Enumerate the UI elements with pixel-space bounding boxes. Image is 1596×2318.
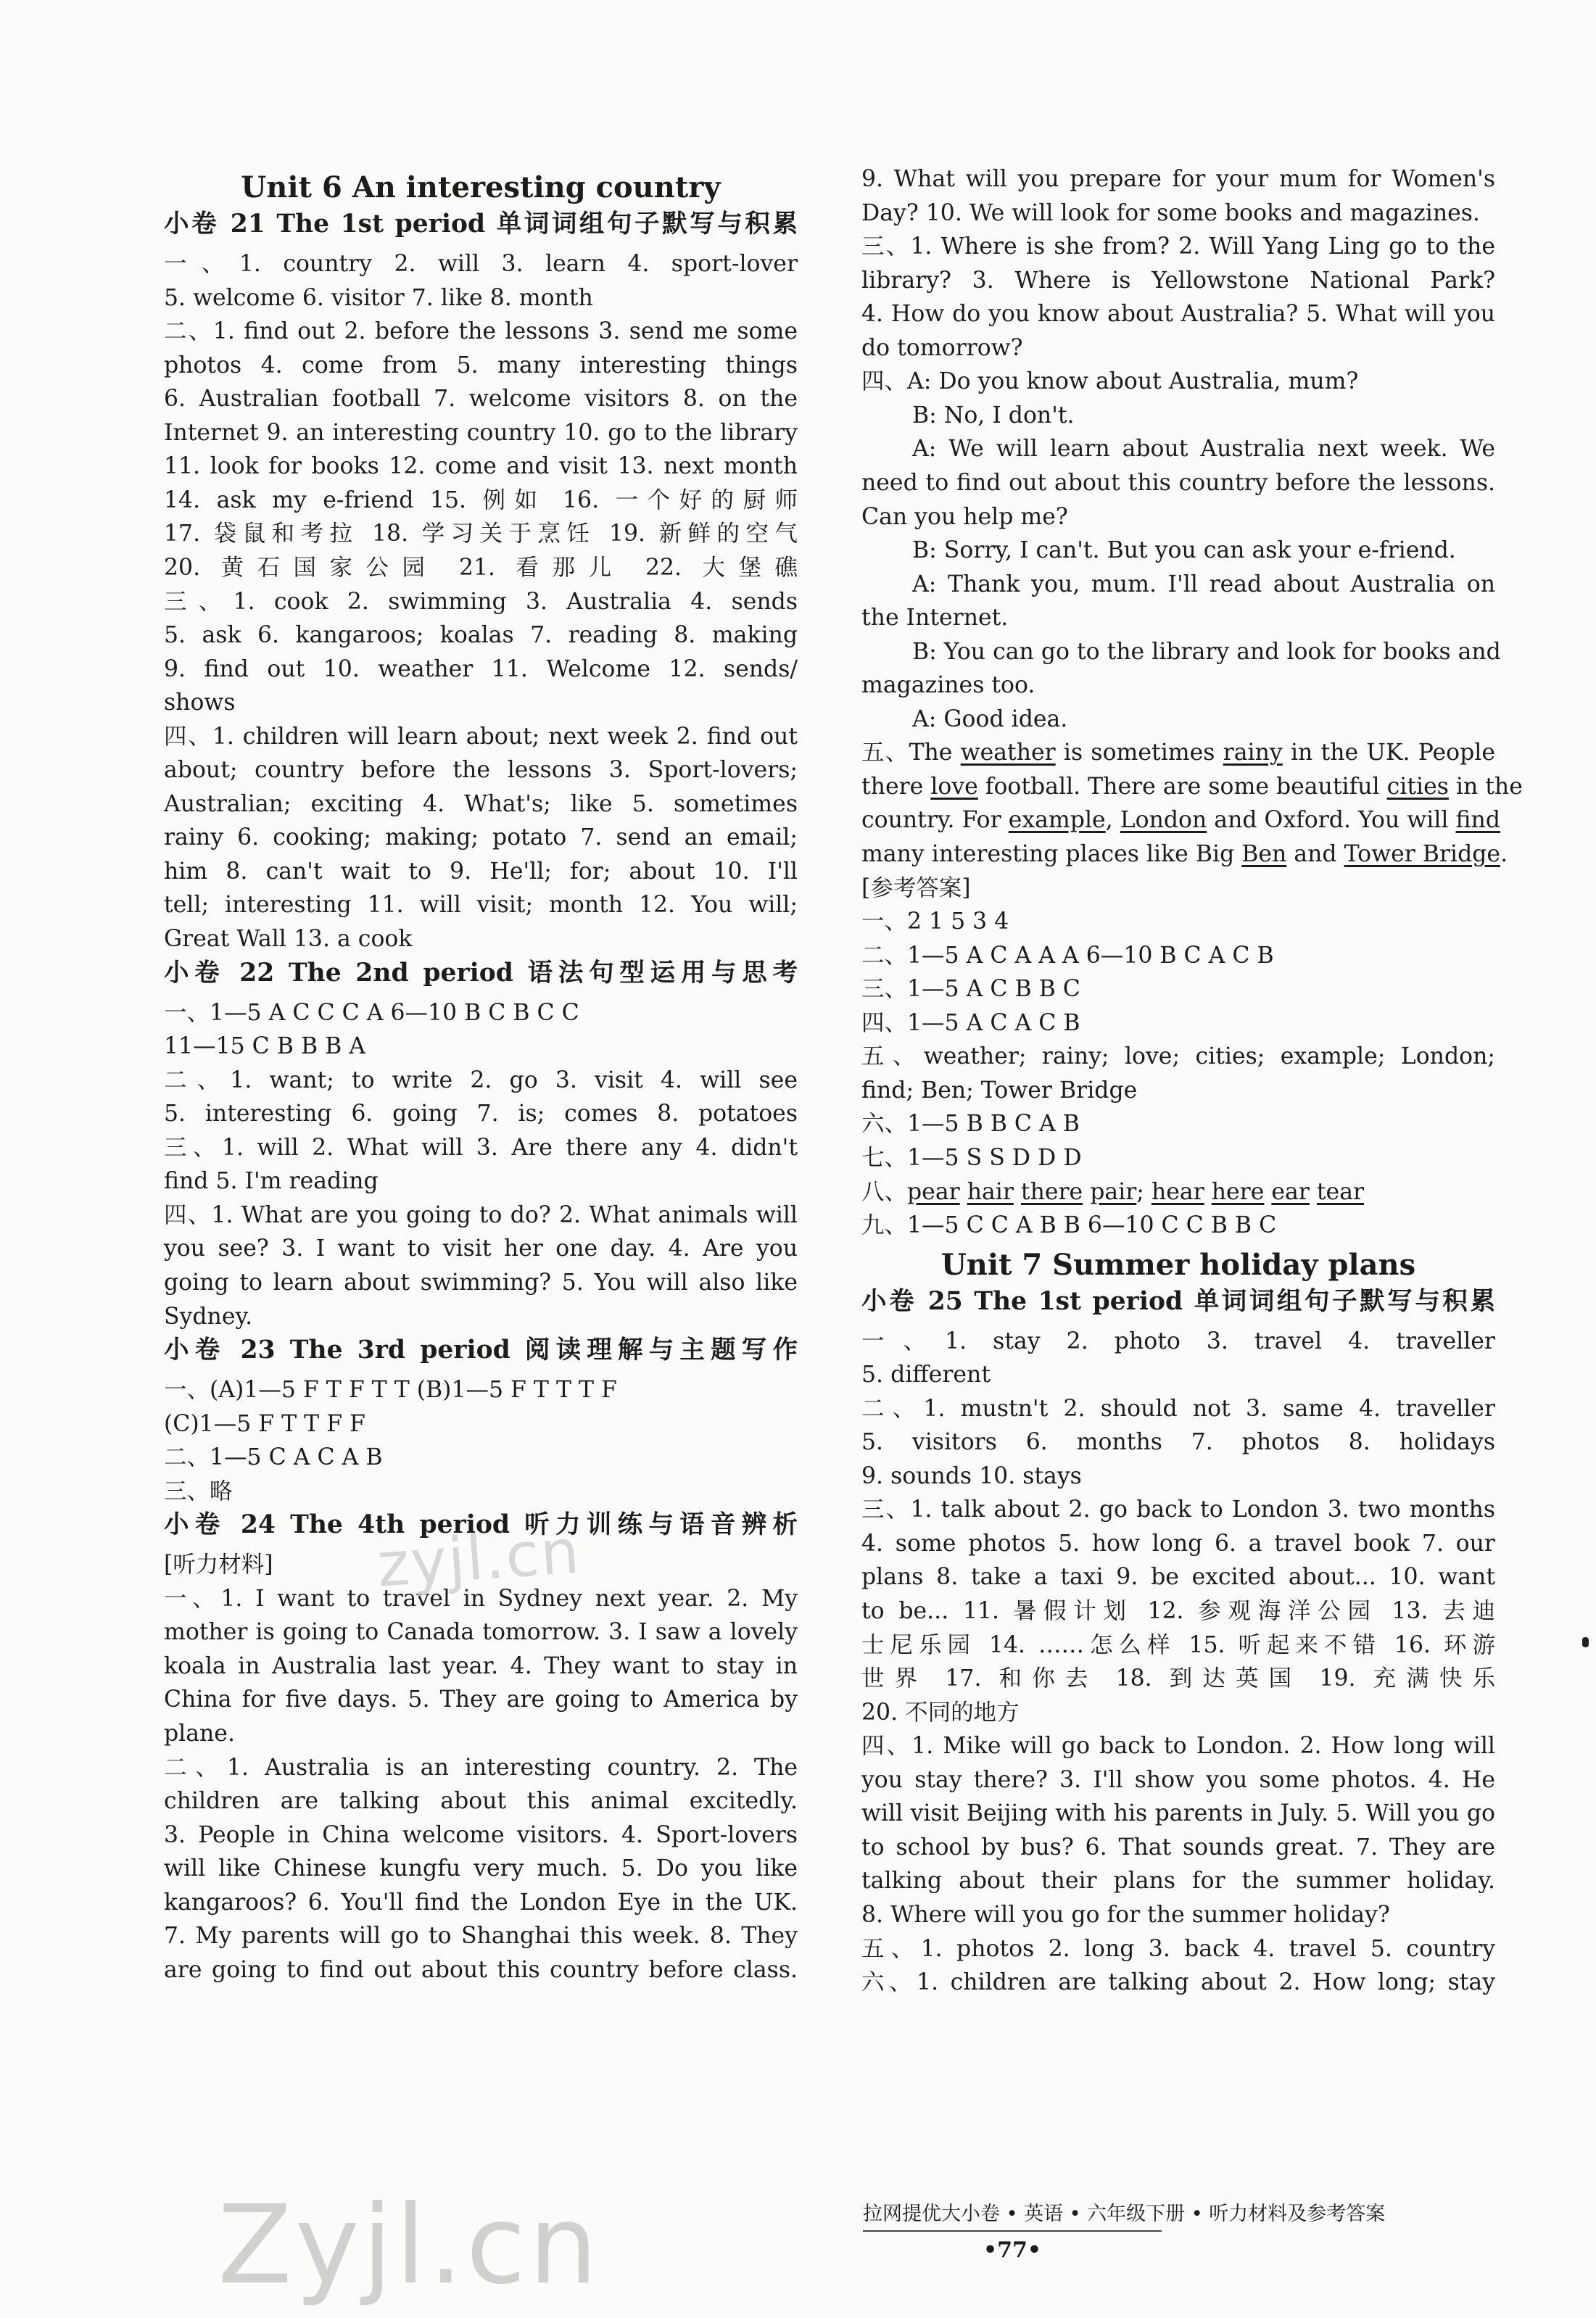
text-line: 一、1. stay 2. photo 3. travel 4. traveller	[861, 1328, 1495, 1354]
text-line: 14. ask my e-friend 15. 例如 16. 一个好的厨师	[164, 487, 798, 513]
text-line: 二、1. want; to write 2. go 3. visit 4. will see	[164, 1067, 798, 1093]
unit-heading: Unit 7 Summer holiday plans	[940, 1247, 1416, 1282]
text-line: talking about their plans for the summer holiday.	[861, 1868, 1495, 1895]
text-line: 二、1. Australia is an interesting country. 2. The	[164, 1754, 798, 1781]
text-line: 九、1—5 C C A B B 6—10 C C B B C	[861, 1212, 1277, 1239]
text-line: 四、1. What are you going to do? 2. What animals will	[164, 1201, 798, 1228]
text-line: 9. find out 10. weather 11. Welcome 12. sends/	[164, 655, 798, 682]
text-line: need to find out about this country before the lessons.	[861, 469, 1495, 496]
text-line: Australian; exciting 4. What's; like 5. sometimes	[164, 790, 798, 817]
footer-title: 拉网提优大小卷 • 英语 • 六年级下册 • 听力材料及参考答案	[863, 2203, 1386, 2225]
text-line: Sydney.	[164, 1303, 253, 1330]
underlined-word: hear	[1151, 1178, 1204, 1205]
text-line: shows	[164, 690, 236, 716]
unit-heading: Unit 6 An interesting country	[241, 170, 721, 204]
text-line: 六、1—5 B B C A B	[861, 1111, 1080, 1138]
text-line: 20. 不同的地方	[861, 1699, 1020, 1726]
text-line: Great Wall 13. a cook	[164, 926, 413, 952]
text-line: many interesting places like Big Ben and Tower Bridge.	[861, 841, 1508, 867]
underlined-word: Ben	[1241, 841, 1287, 867]
text-line: the Internet.	[861, 605, 1009, 632]
text-line: B: No, I don't.	[912, 402, 1075, 429]
text-line: 11—15 C B B B A	[164, 1033, 366, 1060]
text-line: 世界 17. 和你去 18. 到达英国 19. 充满快乐	[861, 1665, 1495, 1692]
text-line: 5. different	[861, 1362, 991, 1388]
underlined-word: here	[1211, 1178, 1265, 1205]
text-line: 四、1—5 A C A C B	[861, 1009, 1080, 1036]
section-heading: 小卷 23 The 3rd period 阅读理解与主题写作	[164, 1336, 798, 1365]
text-line: B: Sorry, I can't. But you can ask your e-friend.	[912, 537, 1456, 564]
text-line: 一、(A)1—5 F T F T T (B)1—5 F T T T F	[164, 1377, 617, 1404]
underlined-word: pair	[1090, 1178, 1137, 1205]
text-line: (C)1—5 F T T F F	[164, 1410, 365, 1437]
text-line: 八、pear hair there pair; hear here ear tear	[861, 1178, 1365, 1205]
text-line: magazines too.	[861, 672, 1035, 699]
text-line: Day? 10. We will look for some books and magazines.	[861, 199, 1480, 226]
page-number: •77•	[983, 2238, 1042, 2263]
text-line: tell; interesting 11. will visit; month 12. You will;	[164, 892, 798, 919]
underlined-word: pear	[907, 1178, 960, 1205]
underlined-word: weather	[960, 740, 1056, 766]
underlined-word: love	[930, 773, 978, 800]
text-line: 四、1. Mike will go back to London. 2. How long will	[861, 1733, 1495, 1760]
text-line: 五、weather; rainy; love; cities; example; London;	[861, 1043, 1495, 1070]
section-heading: 小卷 24 The 4th period 听力训练与语音辨析	[164, 1510, 798, 1540]
text-line: 3. People in China welcome visitors. 4. Sport-lovers	[164, 1821, 798, 1848]
text-line: 20. 黄石国家公园 21. 看那儿 22. 大堡礁	[164, 554, 798, 581]
text-line: 五、The weather is sometimes rainy in the UK. People	[861, 740, 1495, 766]
text-line: 二、1. find out 2. before the lessons 3. send me some	[164, 318, 798, 345]
underlined-word: London	[1120, 807, 1207, 834]
text-line: to school by bus? 6. That sounds great. 7. They are	[861, 1834, 1495, 1860]
text-line: 四、A: Do you know about Australia, mum?	[861, 368, 1359, 395]
underlined-word: find	[1455, 807, 1500, 834]
text-line: koala in Australia last year. 4. They want to stay in	[164, 1652, 798, 1679]
text-line: 9. What will you prepare for your mum for Women's	[861, 166, 1495, 192]
watermark-middle: zyjl.cn	[374, 1515, 583, 1601]
text-line: 4. some photos 5. how long 6. a travel book 7. our	[861, 1530, 1495, 1557]
text-line: Internet 9. an interesting country 10. go to the library	[164, 419, 798, 446]
text-line: 4. How do you know about Australia? 5. What will you	[861, 301, 1495, 328]
text-line: 7. My parents will go to Shanghai this week. 8. They	[164, 1923, 798, 1950]
text-line: do tomorrow?	[861, 334, 1023, 361]
text-line: kangaroos? 6. You'll find the London Eye in the UK.	[164, 1889, 798, 1916]
underlined-word: cities	[1386, 773, 1449, 800]
underlined-word: there	[1020, 1178, 1083, 1205]
margin-mark	[1582, 1637, 1589, 1647]
text-line: find; Ben; Tower Bridge	[861, 1077, 1138, 1104]
text-line: 一、1. country 2. will 3. learn 4. sport-lover	[164, 251, 798, 277]
underlined-word: tear	[1316, 1178, 1365, 1205]
text-line: 三、1. cook 2. swimming 3. Australia 4. sends	[164, 588, 798, 615]
text-line: photos 4. come from 5. many interesting things	[164, 352, 798, 378]
text-line: A: Good idea.	[912, 705, 1068, 732]
underlined-word: Tower Bridge	[1344, 841, 1501, 867]
text-line: will visit Beijing with his parents in July. 5. Will you go	[861, 1800, 1495, 1827]
underlined-word: hair	[967, 1178, 1014, 1205]
text-line: 二、1—5 A C A A A 6—10 B C A C B	[861, 942, 1274, 969]
text-line: children are talking about this animal excitedly.	[164, 1788, 798, 1815]
text-line: [参考答案]	[861, 874, 971, 901]
text-line: 二、1—5 C A C A B	[164, 1444, 383, 1471]
text-line: plans 8. take a taxi 9. be excited about... 10. want	[861, 1564, 1495, 1591]
text-line: him 8. can't wait to 9. He'll; for; about 10. I'll	[164, 858, 798, 885]
text-line: 一、2 1 5 3 4	[861, 908, 1009, 935]
text-line: to be... 11. 暑假计划 12. 参观海洋公园 13. 去迪	[861, 1598, 1495, 1624]
text-line: 8. Where will you go for the summer holiday?	[861, 1901, 1390, 1928]
text-line: 三、略	[164, 1478, 233, 1504]
footer-rule	[863, 2230, 1162, 2232]
text-line: 5. ask 6. kangaroos; koalas 7. reading 8. making	[164, 622, 798, 649]
text-line: 6. Australian football 7. welcome visitors 8. on the	[164, 386, 798, 413]
text-line: will like Chinese kungfu very much. 5. Do you like	[164, 1855, 798, 1882]
text-line: 一、1. I want to travel in Sydney next year. 2. My	[164, 1585, 798, 1612]
text-line: B: You can go to the library and look for books and	[912, 638, 1501, 665]
watermark-bottom: Zyjl.cn	[218, 2182, 601, 2309]
underlined-word: rainy	[1223, 740, 1283, 766]
text-line: 11. look for books 12. come and visit 13. next month	[164, 453, 798, 480]
text-line: 四、1. children will learn about; next week 2. find out	[164, 723, 798, 750]
section-heading: 小卷 21 The 1st period 单词词组句子默写与积累	[164, 210, 798, 239]
text-line: 5. interesting 6. going 7. is; comes 8. potatoes	[164, 1101, 798, 1127]
text-line: mother is going to Canada tomorrow. 3. I saw a lovely	[164, 1619, 798, 1646]
text-line: 9. sounds 10. stays	[861, 1462, 1082, 1489]
text-line: 三、1. talk about 2. go back to London 3. two months	[861, 1497, 1495, 1523]
text-line: 三、1. Where is she from? 2. Will Yang Ling go to the	[861, 233, 1495, 260]
text-line: you stay there? 3. I'll show you some photos. 4. He	[861, 1766, 1495, 1793]
text-line: there love football. There are some beautiful cities in the	[861, 773, 1523, 800]
text-line: 一、1—5 A C C C A 6—10 B C B C C	[164, 999, 579, 1026]
section-heading: 小卷 22 The 2nd period 语法句型运用与思考	[164, 958, 798, 988]
text-line: 五、1. photos 2. long 3. back 4. travel 5. country	[861, 1935, 1495, 1962]
text-line: find 5. I'm reading	[164, 1168, 379, 1195]
text-line: A: We will learn about Australia next week. We	[912, 436, 1495, 463]
text-line: 三、1. will 2. What will 3. Are there any 4. didn't	[164, 1134, 798, 1161]
section-heading: 小卷 25 The 1st period 单词词组句子默写与积累	[861, 1286, 1495, 1316]
text-line: going to learn about swimming? 5. You will also like	[164, 1269, 798, 1296]
text-line: library? 3. Where is Yellowstone National Park?	[861, 267, 1495, 294]
underlined-word: example	[1008, 807, 1106, 834]
text-line: country. For example, London and Oxford. You will find	[861, 807, 1500, 834]
text-line: Can you help me?	[861, 503, 1068, 530]
text-line: plane.	[164, 1721, 235, 1747]
text-line: A: Thank you, mum. I'll read about Australia on	[912, 571, 1495, 597]
text-line: rainy 6. cooking; making; potato 7. send an email;	[164, 824, 798, 851]
underlined-word: ear	[1271, 1178, 1310, 1205]
text-line: 七、1—5 S S D D D	[861, 1144, 1082, 1171]
text-line: 5. visitors 6. months 7. photos 8. holidays	[861, 1429, 1495, 1456]
text-line: you see? 3. I want to visit her one day. 4. Are you	[164, 1235, 798, 1262]
text-line: 士尼乐园 14. ……怎么样 15. 听起来不错 16. 环游	[861, 1631, 1495, 1658]
text-line: are going to find out about this country before class.	[164, 1956, 798, 1983]
text-line: about; country before the lessons 3. Sport-lovers;	[164, 757, 798, 784]
text-line: [听力材料]	[164, 1552, 273, 1578]
text-line: 二、1. mustn't 2. should not 3. same 4. traveller	[861, 1395, 1495, 1422]
text-line: China for five days. 5. They are going to America by	[164, 1686, 798, 1713]
text-line: 六、1. children are talking about 2. How long; stay	[861, 1969, 1495, 1996]
text-line: 17. 袋鼠和考拉 18. 学习关于烹饪 19. 新鲜的空气	[164, 521, 798, 547]
text-line: 5. welcome 6. visitor 7. like 8. month	[164, 284, 593, 311]
text-line: 三、1—5 A C B B C	[861, 976, 1080, 1003]
